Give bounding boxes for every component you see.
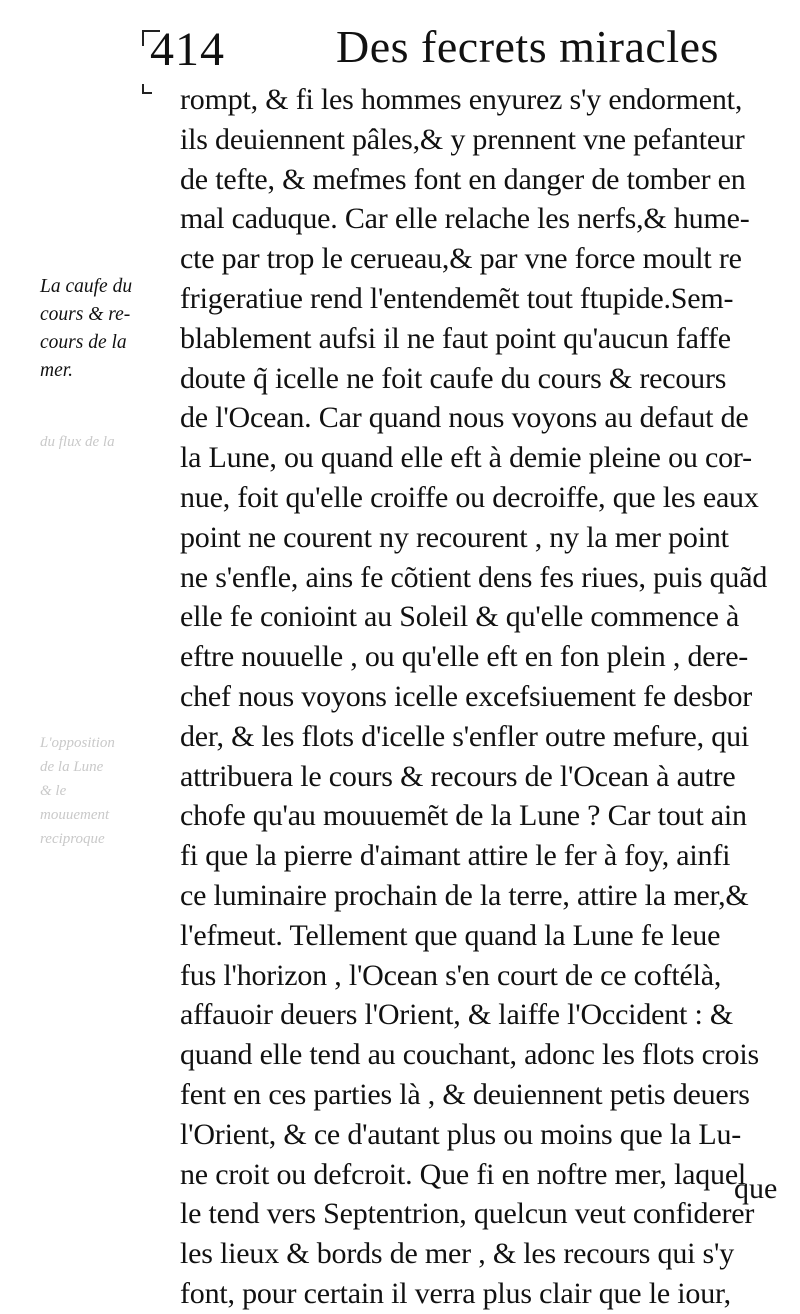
- text-line: fi que la pierre d'aimant attire le fer à foy, ainfi: [180, 839, 731, 873]
- show-through-block: [40, 733, 175, 853]
- page-number: 414: [150, 23, 225, 76]
- text-line: chef nous voyons icelle excefsiuement fe desbor: [180, 679, 753, 713]
- text-line: l'efmeut. Tellement que quand la Lune fe leue: [180, 918, 721, 952]
- text-line: de tefte, & mefmes font en danger de tomber en: [180, 162, 746, 196]
- text-line: de l'Ocean. Car quand nous voyons au defaut de: [180, 401, 749, 435]
- body-text: [180, 80, 790, 1314]
- show-through-text: du flux de la: [40, 434, 115, 450]
- text-line: eftre nouuelle , ou qu'elle eft en fon plein , dere-: [180, 640, 749, 674]
- margin-note-line: cours de la: [40, 332, 127, 353]
- text-line: les lieux & bords de mer , & les recours qui s'y: [180, 1237, 735, 1271]
- margin-note: [40, 273, 180, 385]
- text-line: nue, foit qu'elle croiffe ou decroiffe, que les eaux: [180, 480, 759, 514]
- text-line: ce luminaire prochain de la terre, attire la mer,&: [180, 878, 749, 912]
- text-line: ne croit ou defcroit. Que fi en noftre mer, laquel: [180, 1157, 747, 1191]
- show-through-line: reciproque: [40, 831, 105, 847]
- text-line: ils deuiennent pâles,& y prennent vne pefanteur: [180, 122, 745, 156]
- text-line: font, pour certain il verra plus clair que le iour,: [180, 1276, 731, 1310]
- margin-note-line: mer.: [40, 360, 74, 381]
- text-line: fent en ces parties là , & deuiennent petis deuers: [180, 1077, 750, 1111]
- catchword: que: [734, 1172, 778, 1205]
- text-line: ne s'enfle, ains fe cõtient dens fes riues, puis quãd: [180, 560, 768, 594]
- text-line: rompt, & fi les hommes enyurez s'y endorment,: [180, 83, 743, 116]
- show-through-line: mouuement: [40, 807, 110, 823]
- margin-note-line: cours & re-: [40, 304, 131, 325]
- text-line: l'Orient, & ce d'autant plus ou moins que la Lu-: [180, 1117, 742, 1151]
- corner-bracket-bottom: [142, 84, 152, 94]
- text-line: affauoir deuers l'Orient, & laiffe l'Occident : &: [180, 998, 734, 1032]
- text-line: fus l'horizon , l'Ocean s'en court de ce coftélà,: [180, 958, 722, 992]
- show-through-line: & le: [40, 783, 67, 799]
- margin-note-line: La caufe du: [40, 276, 133, 297]
- text-line: der, & les flots d'icelle s'enfler outre mefure, qui: [180, 719, 750, 753]
- text-line: blablement aufsi il ne faut point qu'aucun faffe: [180, 321, 731, 355]
- show-through-line: de la Lune: [40, 759, 104, 775]
- text-line: quand elle tend au couchant, adonc les flots crois: [180, 1038, 759, 1072]
- text-line: attribuera le cours & recours de l'Ocean à autre: [180, 759, 736, 793]
- text-line: mal caduque. Car elle relache les nerfs,& hume-: [180, 202, 750, 236]
- text-line: frigeratiue rend l'entendemẽt tout ftupide.Sem-: [180, 281, 734, 315]
- running-title: Des fecrets miracles: [336, 21, 719, 72]
- text-line: doute q̃ icelle ne foit caufe du cours & recours: [180, 361, 727, 395]
- text-line: chofe qu'au mouuemẽt de la Lune ? Car tout ain: [180, 799, 747, 833]
- text-line: elle fe conioint au Soleil & qu'elle commence à: [180, 600, 740, 634]
- text-line: point ne courent ny recourent , ny la mer point: [180, 520, 729, 554]
- text-line: la Lune, ou quand elle eft à demie pleine ou cor-: [180, 441, 752, 475]
- show-through-line: L'opposition: [40, 735, 115, 751]
- text-line: le tend vers Septentrion, quelcun veut confiderer: [180, 1197, 755, 1231]
- text-line: cte par trop le cerueau,& par vne force moult re: [180, 242, 742, 276]
